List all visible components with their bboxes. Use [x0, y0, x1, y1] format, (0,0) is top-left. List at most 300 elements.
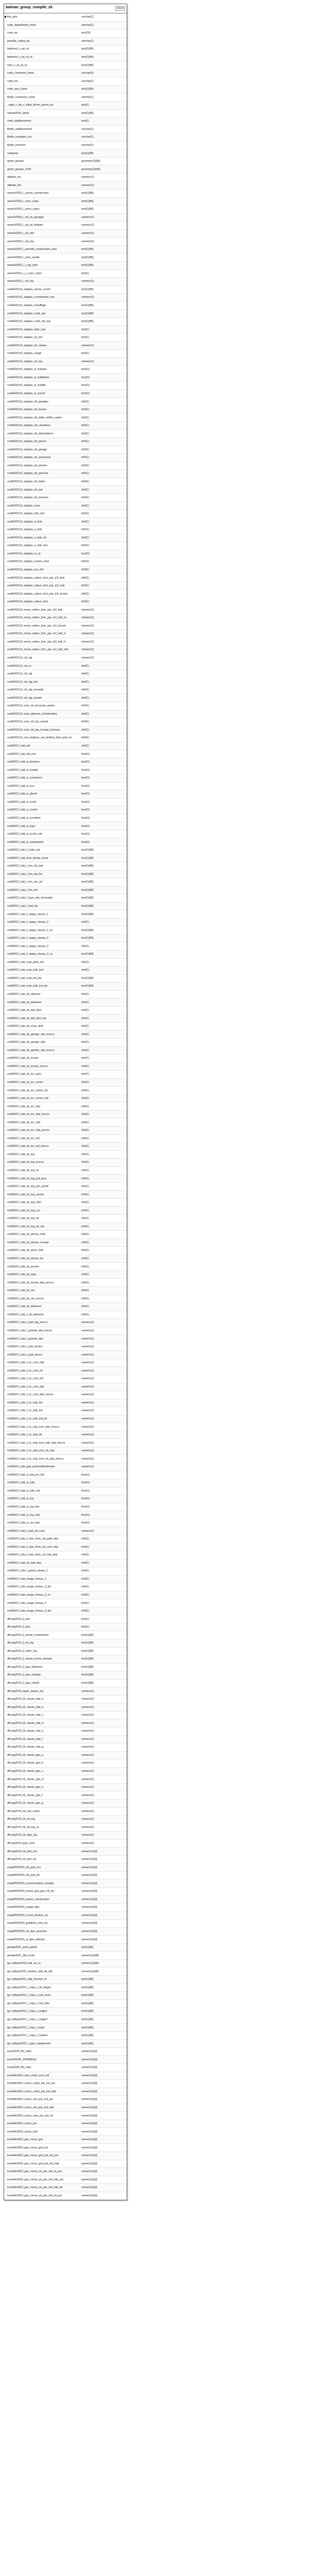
column-row[interactable] — [4, 174, 127, 182]
column-row[interactable] — [4, 22, 127, 30]
column-row[interactable] — [4, 494, 127, 502]
column-row[interactable] — [4, 734, 127, 742]
column-row[interactable] — [4, 133, 127, 142]
column-row[interactable] — [4, 406, 127, 414]
view-button[interactable]: [view] — [115, 6, 125, 11]
column-row[interactable] — [4, 2112, 127, 2120]
column-row[interactable] — [4, 2120, 127, 2128]
column-row[interactable] — [4, 1664, 127, 1672]
column-row[interactable] — [4, 398, 127, 406]
column-row[interactable] — [4, 206, 127, 214]
column-row[interactable] — [4, 1367, 127, 1375]
column-row[interactable] — [4, 1431, 127, 1439]
column-row[interactable] — [4, 1071, 127, 1079]
column-row[interactable] — [4, 646, 127, 654]
column-row[interactable] — [4, 1087, 127, 1095]
column-row[interactable] — [4, 518, 127, 526]
column-row[interactable] — [4, 1383, 127, 1392]
column-row[interactable] — [4, 1207, 127, 1215]
column-row[interactable] — [4, 334, 127, 342]
column-row[interactable] — [4, 1560, 127, 1568]
column-row[interactable] — [4, 478, 127, 486]
column-row[interactable] — [4, 86, 127, 94]
column-row[interactable] — [4, 374, 127, 382]
column-row[interactable] — [4, 165, 127, 174]
column-type: numeric(1) — [81, 1745, 94, 1749]
column-row[interactable] — [4, 1215, 127, 1223]
column-row[interactable] — [4, 350, 127, 358]
column-row[interactable] — [4, 1623, 127, 1632]
column-row[interactable] — [4, 54, 127, 62]
column-row[interactable] — [4, 894, 127, 903]
column-name: cerfb2021_hab_is_ecole_cub — [7, 833, 42, 836]
column-row[interactable] — [4, 198, 127, 206]
column-row[interactable] — [4, 190, 127, 198]
column-row[interactable] — [4, 1680, 127, 1688]
column-row[interactable] — [4, 1175, 127, 1183]
column-row[interactable] — [4, 1863, 127, 1872]
column-row[interactable] — [4, 2080, 127, 2088]
column-row[interactable] — [4, 662, 127, 670]
column-row[interactable] — [4, 438, 127, 446]
column-row[interactable] — [4, 230, 127, 238]
column-row[interactable] — [4, 1736, 127, 1744]
column-row[interactable] — [4, 1295, 127, 1303]
column-type: int4(1) — [81, 520, 89, 523]
column-row[interactable] — [4, 1263, 127, 1271]
column-row[interactable] — [4, 1399, 127, 1408]
column-row[interactable] — [4, 158, 127, 166]
column-row[interactable] — [4, 526, 127, 534]
column-row[interactable] — [4, 758, 127, 767]
column-row[interactable] — [4, 654, 127, 663]
column-row[interactable] — [4, 1816, 127, 1824]
column-row[interactable] — [4, 1047, 127, 1055]
column-row[interactable] — [4, 462, 127, 470]
column-row[interactable] — [4, 1888, 127, 1896]
column-row[interactable] — [4, 2176, 127, 2184]
column-row[interactable] — [4, 1167, 127, 1175]
column-row[interactable] — [4, 1791, 127, 1800]
column-row[interactable] — [4, 799, 127, 807]
column-row[interactable] — [4, 1407, 127, 1415]
column-row[interactable] — [4, 1030, 127, 1039]
column-row[interactable] — [4, 582, 127, 590]
column-row[interactable] — [4, 1968, 127, 1976]
column-row[interactable] — [4, 959, 127, 967]
column-row[interactable] — [4, 502, 127, 510]
column-row[interactable] — [4, 806, 127, 815]
column-row[interactable] — [4, 2072, 127, 2080]
column-name: dfcuvg2019_hh_classe_etat_e — [7, 1730, 44, 1733]
column-row[interactable] — [4, 1936, 127, 1944]
column-row[interactable] — [4, 1479, 127, 1487]
column-row[interactable] — [4, 366, 127, 374]
column-row[interactable] — [4, 534, 127, 543]
column-type: int4(1) — [81, 969, 89, 972]
column-row[interactable] — [4, 1976, 127, 1984]
column-row[interactable] — [4, 1159, 127, 1167]
column-row[interactable] — [4, 214, 127, 222]
column-row[interactable] — [4, 1143, 127, 1151]
column-row[interactable] — [4, 1703, 127, 1711]
column-row[interactable] — [4, 2064, 127, 2072]
column-row[interactable] — [4, 1231, 127, 1239]
column-row[interactable] — [4, 1135, 127, 1143]
column-row[interactable] — [4, 1007, 127, 1015]
column-row[interactable] — [4, 622, 127, 631]
column-row[interactable] — [4, 1759, 127, 1768]
column-row[interactable] — [4, 1319, 127, 1327]
column-row[interactable] — [4, 342, 127, 350]
column-row[interactable] — [4, 126, 127, 134]
column-type: text(1)[45] — [81, 1986, 94, 1989]
column-row[interactable] — [4, 1615, 127, 1623]
column-row[interactable] — [4, 871, 127, 879]
column-row[interactable] — [4, 774, 127, 783]
column-row[interactable] — [4, 110, 127, 118]
column-row[interactable] — [4, 1543, 127, 1551]
column-row[interactable] — [4, 1768, 127, 1776]
column-row[interactable] — [4, 222, 127, 230]
column-row[interactable] — [4, 1039, 127, 1047]
column-row[interactable] — [4, 815, 127, 823]
column-row[interactable] — [4, 1727, 127, 1736]
column-row[interactable] — [4, 670, 127, 679]
column-name: cerdb2021v2_logique_nb_garages — [7, 400, 48, 403]
column-type: int4(1) — [81, 576, 89, 580]
column-row[interactable] — [4, 1014, 127, 1023]
column-name: cerdb2021v2_logique_a_hab — [7, 528, 42, 532]
column-row[interactable] — [4, 1960, 127, 1968]
column-row[interactable] — [4, 181, 127, 190]
column-row[interactable] — [4, 93, 127, 101]
column-row[interactable] — [4, 422, 127, 430]
column-row[interactable] — [4, 614, 127, 622]
column-row[interactable] — [4, 1471, 127, 1480]
column-row[interactable] — [4, 991, 127, 999]
column-row[interactable] — [4, 1463, 127, 1471]
column-row[interactable] — [4, 1423, 127, 1431]
column-row[interactable] — [4, 149, 127, 158]
column-row[interactable] — [4, 1255, 127, 1263]
column-row[interactable] — [4, 831, 127, 839]
column-row[interactable] — [4, 326, 127, 334]
column-type: text(1)[45] — [81, 912, 94, 916]
column-row[interactable] — [4, 1415, 127, 1423]
column-row[interactable] — [4, 998, 127, 1007]
column-row[interactable] — [4, 678, 127, 686]
column-row[interactable] — [4, 1191, 127, 1199]
column-row[interactable] — [4, 1487, 127, 1496]
column-row[interactable] — [4, 1879, 127, 1888]
column-row[interactable] — [4, 2096, 127, 2104]
column-row[interactable] — [4, 1079, 127, 1087]
column-row[interactable] — [4, 2048, 127, 2056]
column-row[interactable] — [4, 101, 127, 110]
column-row[interactable] — [4, 1279, 127, 1287]
column-row[interactable] — [4, 838, 127, 846]
column-row[interactable] — [4, 2168, 127, 2176]
column-row[interactable] — [4, 1447, 127, 1455]
column-row[interactable] — [4, 142, 127, 150]
column-type: text(1) — [81, 328, 89, 331]
column-row[interactable] — [4, 2152, 127, 2160]
column-row[interactable] — [4, 1343, 127, 1351]
column-row[interactable] — [4, 2016, 127, 2024]
column-row[interactable] — [4, 29, 127, 38]
column-row[interactable] — [4, 1896, 127, 1904]
column-row[interactable] — [4, 1808, 127, 1816]
column-row[interactable] — [4, 783, 127, 791]
column-type: geometry(1)[45] — [81, 160, 100, 163]
column-row[interactable] — [4, 1095, 127, 1103]
column-row[interactable] — [4, 750, 127, 758]
column-row[interactable] — [4, 1327, 127, 1335]
column-type: varchar(1) — [81, 144, 94, 147]
column-row[interactable] — [4, 430, 127, 438]
column-row[interactable] — [4, 1575, 127, 1584]
column-row[interactable] — [4, 790, 127, 799]
column-name: inseefilo2020_conso_pro — [7, 2122, 37, 2126]
column-row[interactable] — [4, 854, 127, 862]
column-row[interactable] — [4, 1840, 127, 1848]
column-row[interactable] — [4, 2184, 127, 2192]
column-row[interactable] — [4, 1527, 127, 1535]
column-row[interactable] — [4, 558, 127, 566]
column-row[interactable] — [4, 454, 127, 462]
column-row[interactable] — [4, 598, 127, 606]
column-row[interactable] — [4, 2144, 127, 2152]
column-row[interactable] — [4, 2104, 127, 2112]
column-row[interactable] — [4, 951, 127, 959]
column-row[interactable] — [4, 270, 127, 278]
column-type: int4(1) — [81, 488, 89, 492]
column-row[interactable] — [4, 1023, 127, 1031]
column-row[interactable] — [4, 1271, 127, 1279]
column-row[interactable] — [4, 414, 127, 422]
column-row[interactable] — [4, 1567, 127, 1575]
column-row[interactable] — [4, 919, 127, 927]
column-row[interactable] — [4, 253, 127, 262]
column-type: numeric(1) — [81, 1777, 94, 1781]
column-row[interactable] — [4, 446, 127, 454]
column-row[interactable] — [4, 566, 127, 574]
column-row[interactable] — [4, 1984, 127, 1992]
column-row[interactable] — [4, 470, 127, 478]
column-row[interactable] — [4, 967, 127, 975]
column-row[interactable] — [4, 1631, 127, 1639]
column-row[interactable] — [4, 1920, 127, 1928]
column-name: cerdb2021v2_mean_valeur_fonc_par_m2_hab_nbs — [7, 648, 68, 652]
column-row[interactable] — [4, 117, 127, 126]
column-row[interactable] — [4, 1671, 127, 1680]
column-row[interactable] — [4, 2056, 127, 2064]
column-row[interactable] — [4, 542, 127, 550]
column-row[interactable] — [4, 486, 127, 494]
column-row[interactable] — [4, 1992, 127, 2000]
column-row[interactable] — [4, 1655, 127, 1664]
column-row[interactable] — [4, 1928, 127, 1936]
column-row[interactable] — [4, 1824, 127, 1832]
column-row[interactable] — [4, 606, 127, 614]
column-row[interactable] — [4, 1648, 127, 1656]
column-row[interactable] — [4, 1199, 127, 1207]
column-row[interactable] — [4, 2040, 127, 2048]
column-row[interactable] — [4, 742, 127, 751]
column-row[interactable] — [4, 718, 127, 726]
column-name: inseefilo2020_gaz_conso_grd_par_ind_pro — [7, 2154, 59, 2158]
column-row[interactable] — [4, 903, 127, 911]
column-row[interactable] — [4, 1503, 127, 1512]
column-row[interactable] — [4, 238, 127, 246]
column-row[interactable] — [4, 246, 127, 254]
column-row[interactable] — [4, 2128, 127, 2136]
column-row[interactable] — [4, 1775, 127, 1784]
column-row[interactable] — [4, 1391, 127, 1399]
column-row[interactable] — [4, 1127, 127, 1135]
column-row[interactable] — [4, 1607, 127, 1616]
column-row[interactable] — [4, 2032, 127, 2040]
column-row[interactable] — [4, 926, 127, 935]
column-row[interactable] — [4, 1696, 127, 1704]
column-row[interactable] — [4, 2160, 127, 2168]
column-row[interactable] — [4, 702, 127, 710]
column-row[interactable] — [4, 77, 127, 86]
column-row[interactable] — [4, 910, 127, 919]
column-row[interactable] — [4, 1856, 127, 1864]
column-row[interactable] — [4, 726, 127, 735]
column-row[interactable] — [4, 1800, 127, 1808]
column-row[interactable] — [4, 942, 127, 951]
column-row[interactable] — [4, 1599, 127, 1607]
column-row[interactable] — [4, 2000, 127, 2008]
column-row[interactable] — [4, 846, 127, 855]
column-row[interactable] — [4, 1639, 127, 1648]
column-row[interactable] — [4, 45, 127, 54]
column-row[interactable] — [4, 1904, 127, 1912]
column-row[interactable] — [4, 1055, 127, 1063]
column-row[interactable] — [4, 2136, 127, 2144]
column-row[interactable] — [4, 574, 127, 582]
column-name: categorie — [7, 151, 19, 155]
column-row[interactable] — [4, 1111, 127, 1119]
column-row[interactable] — [4, 1151, 127, 1159]
column-row[interactable] — [4, 278, 127, 286]
column-row[interactable] — [4, 975, 127, 983]
column-row[interactable] — [4, 887, 127, 895]
column-type: numeric(1) — [81, 1433, 94, 1437]
column-row[interactable] — [4, 1743, 127, 1752]
column-row[interactable] — [4, 1944, 127, 1952]
column-type: int4(1) — [81, 1057, 89, 1060]
column-row[interactable] — [4, 1455, 127, 1463]
column-row[interactable] — [4, 13, 127, 22]
column-row[interactable] — [4, 1063, 127, 1071]
column-row[interactable] — [4, 1912, 127, 1920]
column-row[interactable] — [4, 1247, 127, 1255]
column-row[interactable] — [4, 686, 127, 694]
column-row[interactable] — [4, 390, 127, 398]
column-row[interactable] — [4, 1872, 127, 1880]
column-row[interactable] — [4, 358, 127, 366]
column-row[interactable] — [4, 1687, 127, 1696]
column-row[interactable] — [4, 638, 127, 647]
table-title[interactable]: batman_group_compile_s5 — [6, 6, 53, 9]
column-row[interactable] — [4, 1511, 127, 1519]
column-type: int4(1) — [81, 1577, 89, 1581]
column-row[interactable] — [4, 630, 127, 638]
column-row[interactable] — [4, 294, 127, 302]
column-row[interactable] — [4, 1118, 127, 1127]
column-row[interactable] — [4, 1848, 127, 1856]
column-row[interactable] — [4, 1551, 127, 1560]
column-row[interactable] — [4, 590, 127, 598]
column-row[interactable] — [4, 694, 127, 702]
column-row[interactable] — [4, 1335, 127, 1343]
column-row[interactable] — [4, 1311, 127, 1319]
column-row[interactable] — [4, 310, 127, 318]
column-row[interactable] — [4, 510, 127, 518]
column-name: dfcuvg2019_hh_has_action — [7, 1809, 40, 1813]
column-row[interactable] — [4, 286, 127, 294]
column-row[interactable] — [4, 302, 127, 310]
column-row[interactable] — [4, 1495, 127, 1503]
column-row[interactable] — [4, 1784, 127, 1792]
column-row[interactable] — [4, 1719, 127, 1727]
column-type: int4(1) — [81, 424, 89, 428]
column-row[interactable] — [4, 1359, 127, 1367]
column-row[interactable] — [4, 1439, 127, 1447]
column-row[interactable] — [4, 1583, 127, 1591]
column-row[interactable] — [4, 2192, 127, 2200]
column-row[interactable] — [4, 1832, 127, 1840]
column-row[interactable] — [4, 1375, 127, 1383]
column-row[interactable] — [4, 318, 127, 326]
column-row[interactable] — [4, 1303, 127, 1311]
column-row[interactable] — [4, 1711, 127, 1720]
column-row[interactable] — [4, 2024, 127, 2032]
column-row[interactable] — [4, 1752, 127, 1760]
column-row[interactable] — [4, 2008, 127, 2016]
column-row[interactable] — [4, 935, 127, 943]
column-row[interactable] — [4, 70, 127, 78]
column-row[interactable] — [4, 38, 127, 46]
column-row[interactable] — [4, 822, 127, 831]
column-row[interactable] — [4, 262, 127, 270]
column-row[interactable] — [4, 982, 127, 991]
column-row[interactable] — [4, 1351, 127, 1359]
column-row[interactable] — [4, 382, 127, 390]
column-row[interactable] — [4, 1103, 127, 1111]
column-row[interactable] — [4, 1183, 127, 1191]
column-row[interactable] — [4, 1591, 127, 1600]
column-row[interactable] — [4, 862, 127, 871]
column-row[interactable] — [4, 550, 127, 558]
column-row[interactable] — [4, 1287, 127, 1295]
column-row[interactable] — [4, 1952, 127, 1960]
column-row[interactable] — [4, 2088, 127, 2096]
column-row[interactable] — [4, 61, 127, 70]
column-row[interactable] — [4, 1223, 127, 1231]
column-row[interactable] — [4, 878, 127, 887]
column-row[interactable] — [4, 1535, 127, 1544]
column-row[interactable] — [4, 1239, 127, 1247]
column-type: varchar(1) — [81, 39, 94, 43]
column-row[interactable] — [4, 1519, 127, 1528]
column-row[interactable] — [4, 710, 127, 719]
column-row[interactable] — [4, 766, 127, 774]
